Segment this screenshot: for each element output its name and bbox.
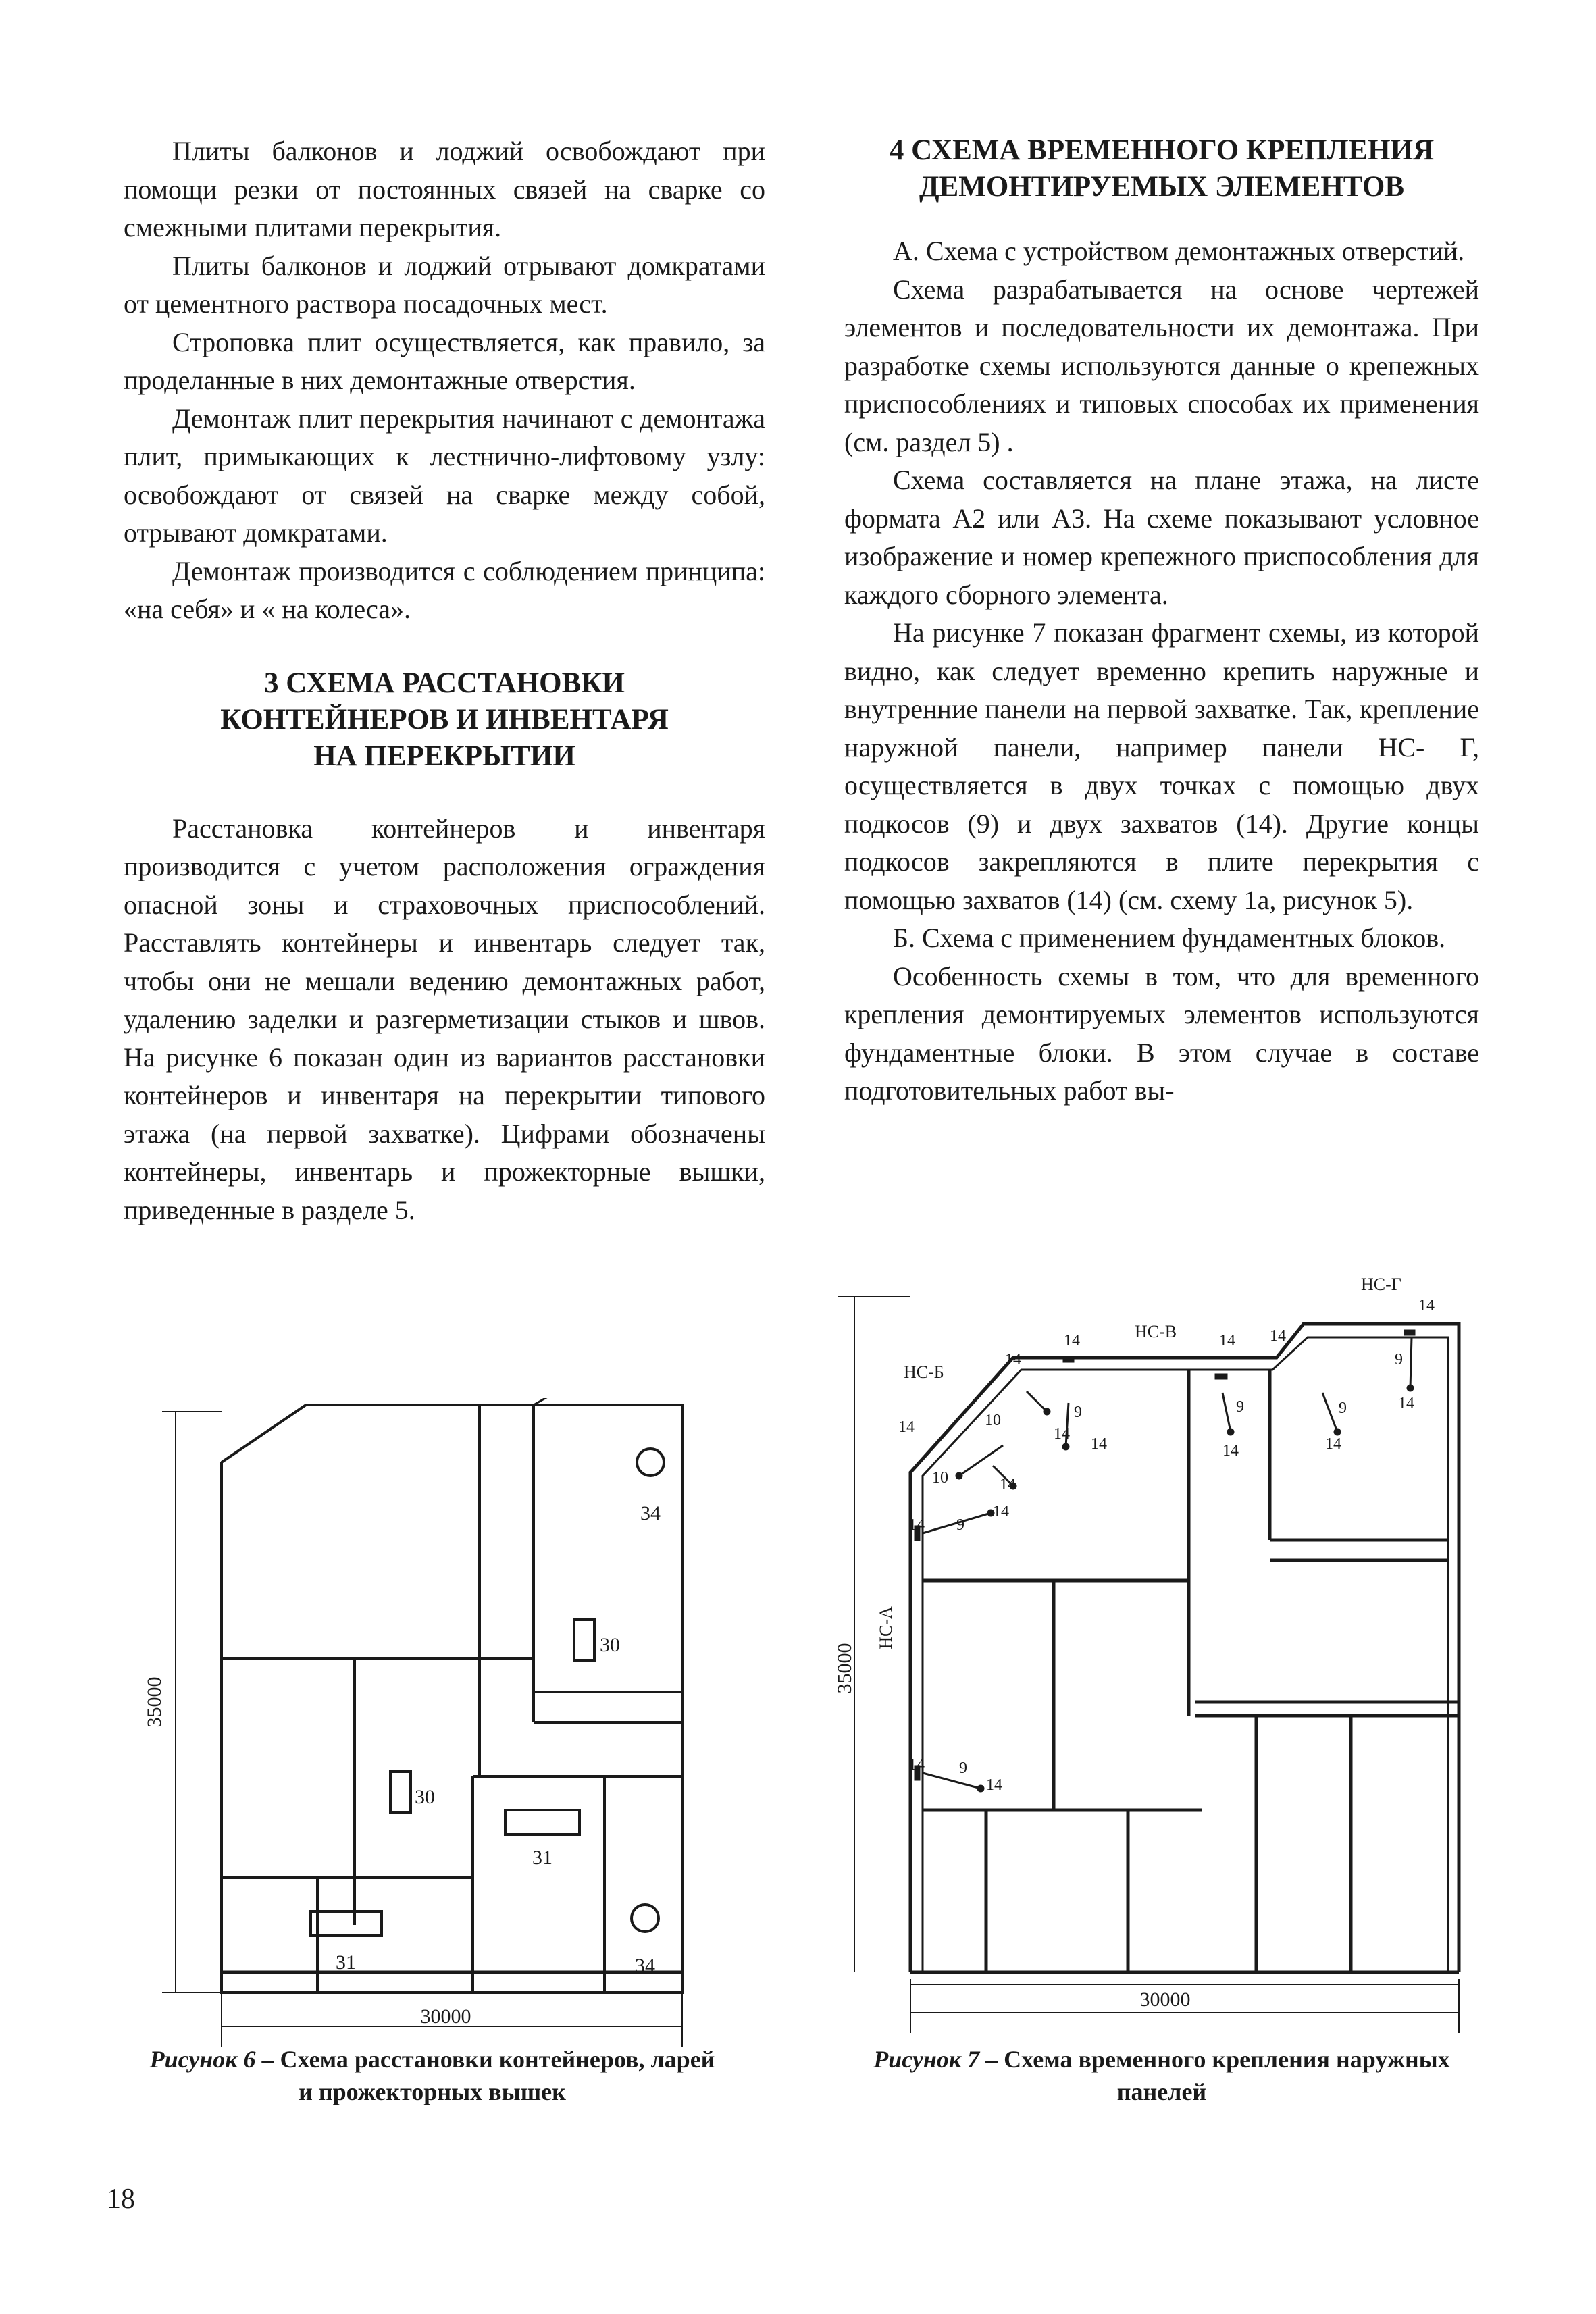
figure-6-caption <box>108 2043 756 2108</box>
panel-label: НС-Б <box>904 1362 944 1382</box>
heading-line: НА ПЕРЕКРЫТИИ <box>313 740 575 772</box>
tower-symbol <box>632 1905 659 1932</box>
figure-7-caption <box>824 2043 1499 2108</box>
mark-label: 9 <box>1395 1351 1403 1368</box>
panel-label: НС-В <box>1135 1322 1177 1341</box>
mark-label: 14 <box>908 1516 925 1534</box>
mark-label: 9 <box>1236 1398 1244 1416</box>
paragraph: Демонтаж плит перекрытия начинают с демонтажа плит, примыкающих к лестнично-лифтовому узлу: освобождают от связей на сварке между собой, отрывают домкратами. <box>124 403 765 548</box>
section-3-heading <box>124 665 765 775</box>
right-column <box>844 132 1479 1110</box>
tower-label: 34 <box>640 1502 661 1524</box>
caption-label: Рисунок 6 <box>149 2046 256 2073</box>
paragraph: Строповка плит осуществляется, как правило, за проделанные в них демонтажные отверстия. <box>124 326 765 395</box>
mark-label: 14 <box>1222 1442 1239 1460</box>
brace <box>1027 1391 1047 1412</box>
mark-label: 14 <box>1000 1476 1016 1493</box>
paragraph: Схема составляется на плане этажа, на листе формата А2 или А3. На схеме показывают условное изображение и номер крепежного приспособления для каждого сборного элемента. <box>844 465 1479 610</box>
caption-text: – Схема расстановки контейнеров, ларей <box>255 2046 715 2073</box>
mark-label: 14 <box>1219 1332 1235 1349</box>
paragraph: Расстановка контейнеров и инвентаря производится с учетом расположения ограждения опасной зоны и страховочных приспособлений. Расставлять контейнеры и инвентарь следует так, чтобы они не мешали ведению демонтажных работ, удалению заделки и разгерметизации стыков и швов. На рисунке 6 показан один из вариантов расстановки контейнеров и инвентаря на перекрытии типового этажа (на первой захватке). Цифрами обозначены контейнеры, инвентарь и прожекторные вышки, приведенные в разделе 5. <box>124 813 765 1225</box>
heading-line: 4 СХЕМА ВРЕМЕННОГО КРЕПЛЕНИЯ <box>889 134 1435 166</box>
brace <box>1322 1393 1337 1432</box>
mark-label: 10 <box>932 1469 948 1487</box>
caption-line: панелей <box>1116 2078 1207 2105</box>
mark-label: 10 <box>985 1412 1001 1429</box>
brace <box>959 1445 1003 1476</box>
container-label: 30 <box>415 1786 435 1808</box>
container-symbol <box>390 1772 411 1812</box>
dim-height-label: 35000 <box>143 1676 165 1728</box>
paragraph: Схема разрабатывается на основе чертежей элементов и последовательности их демонтажа. При разработке схемы используются данные о крепежных приспособлениях и типовых способах их применения (см. раздел 5) . <box>844 274 1479 457</box>
mark-label: 9 <box>1339 1399 1347 1417</box>
heading-line: 3 СХЕМА РАССТАНОВКИ <box>264 667 625 699</box>
caption-line <box>108 2043 756 2076</box>
heading-line: КОНТЕЙНЕРОВ И ИНВЕНТАРЯ <box>220 703 669 736</box>
figure-6-plan <box>135 1398 729 2080</box>
mark-label: 9 <box>1074 1404 1082 1421</box>
bin-label: 31 <box>336 1951 356 1974</box>
mark-label: 14 <box>993 1503 1009 1520</box>
bin-symbol <box>505 1810 580 1834</box>
section-4-heading <box>844 132 1479 205</box>
caption-label: Рисунок 7 <box>873 2046 980 2073</box>
paragraph: Б. Схема с применением фундаментных блоков. <box>893 923 1446 953</box>
brace <box>1222 1393 1231 1432</box>
left-column <box>124 132 765 1229</box>
bin-symbol <box>311 1911 382 1936</box>
panel-label: НС-Г <box>1361 1275 1401 1294</box>
mark-label: 14 <box>1418 1297 1435 1314</box>
paragraph: А. Схема с устройством демонтажных отверстий. <box>893 236 1465 266</box>
mark-label: 14 <box>1325 1435 1341 1453</box>
left-paragraphs-top <box>124 132 765 629</box>
mark-label: 9 <box>956 1516 964 1534</box>
paragraph: На рисунке 7 показан фрагмент схемы, из которой видно, как следует временно крепить наружные и внутренние панели на первой захватке. Так, крепление наружной панели, например панели НС- Г, осуществляется в двух точках с помощью двух подкосов (9) и двух захватов (14). Другие концы подкосов закрепляются в плите перекрытия с помощью захватов (14) (см. схему 1а, рисунок 5). <box>844 617 1479 915</box>
right-paragraphs <box>844 232 1479 1110</box>
panel-label: НС-А <box>876 1606 896 1649</box>
left-paragraphs-bottom <box>124 810 765 1230</box>
dim-height-label: 35000 <box>833 1643 856 1694</box>
page-number: 18 <box>107 2184 135 2215</box>
caption-line <box>824 2043 1499 2076</box>
paragraph: Плиты балконов и лоджий освобождают при помощи резки от постоянных связей на сварке со смежными плитами перекрытия. <box>124 136 765 242</box>
heading-line: ДЕМОНТИРУЕМЫХ ЭЛЕМЕНТОВ <box>919 171 1405 203</box>
mark-label: 14 <box>986 1776 1002 1794</box>
mark-label: 14 <box>1398 1395 1414 1412</box>
bin-label: 31 <box>532 1847 552 1869</box>
mark-label: 9 <box>959 1759 967 1777</box>
paragraph: Особенность схемы в том, что для временного крепления демонтируемых элементов используются фундаментные блоки. В этом случае в составе подготовительных работ вы- <box>844 960 1479 1106</box>
plan-outline <box>222 1405 682 1992</box>
tower-label: 34 <box>635 1955 655 1977</box>
container-symbol <box>574 1620 594 1660</box>
figure-7-plan <box>824 1270 1499 2040</box>
brace <box>1410 1337 1412 1388</box>
brace <box>923 1773 981 1789</box>
mark-label: 14 <box>908 1756 925 1774</box>
dim-width-label: 30000 <box>1139 1988 1191 2011</box>
paragraph: Демонтаж производится с соблюдением принципа: «на себя» и « на колеса». <box>124 555 765 624</box>
mark-label: 14 <box>898 1418 915 1436</box>
paragraph: Плиты балконов и лоджий отрывают домкратами от цементного раствора посадочных мест. <box>124 250 765 319</box>
mark-label: 14 <box>1091 1435 1107 1453</box>
caption-text: – Схема временного крепления наружных <box>979 2046 1450 2073</box>
mark-label: 14 <box>1064 1332 1080 1349</box>
mark-label: 14 <box>1054 1425 1070 1443</box>
container-label: 30 <box>600 1634 620 1656</box>
caption-line: и прожекторных вышек <box>299 2078 566 2105</box>
dim-width-label: 30000 <box>420 2005 471 2028</box>
tower-symbol <box>637 1449 664 1476</box>
mark-label: 14 <box>1270 1327 1286 1345</box>
mark-label: 14 <box>1005 1351 1021 1368</box>
